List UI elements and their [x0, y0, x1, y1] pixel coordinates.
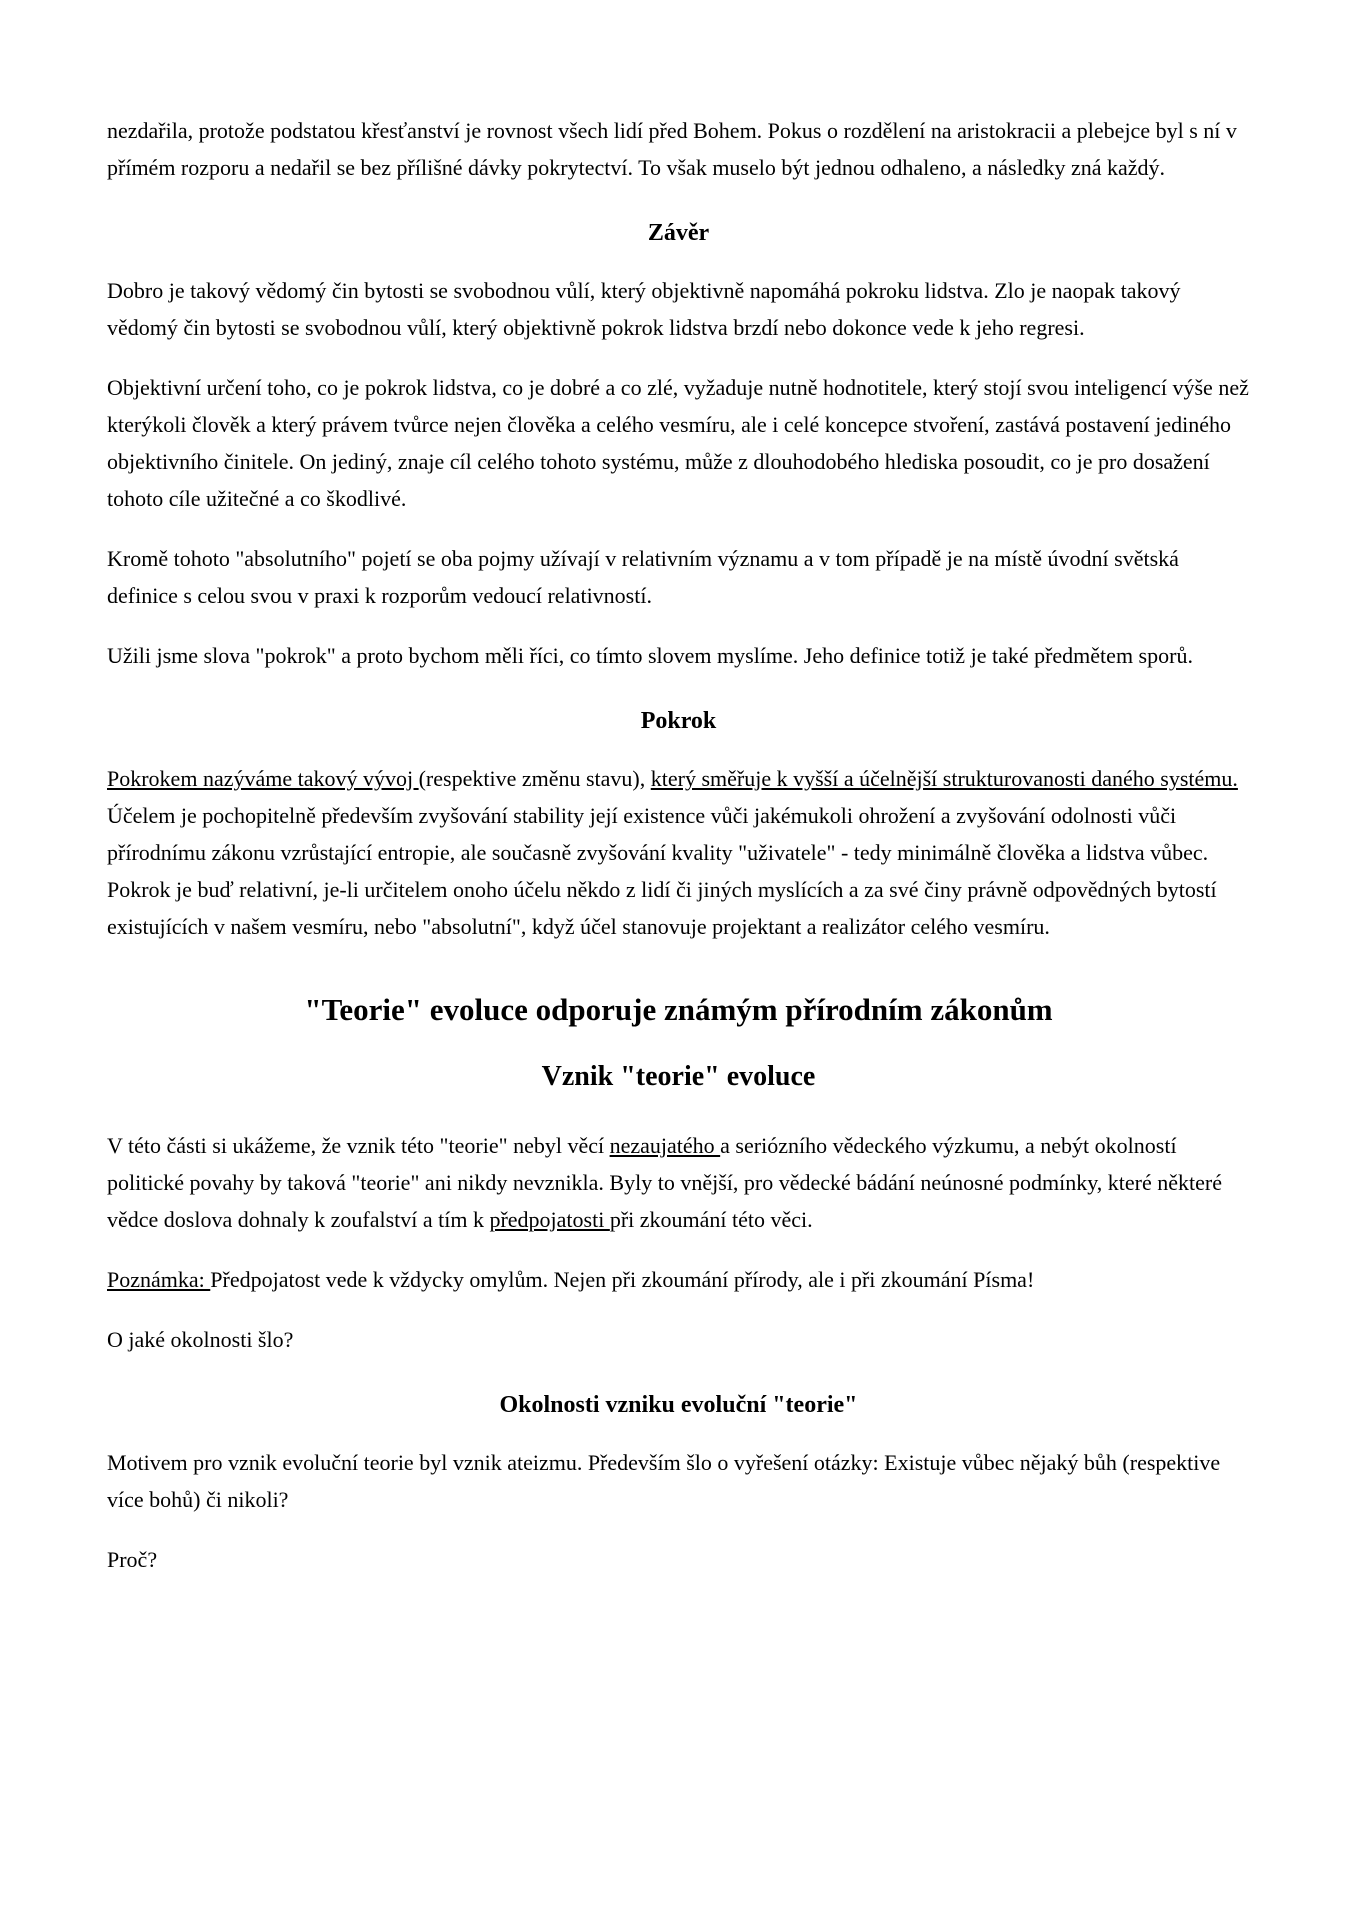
underlined-text: Pokrokem nazýváme takový vývoj: [107, 766, 419, 791]
text-run: Dobro je takový vědomý čin bytosti se svobodnou vůlí, který objektivně napomáhá pokroku lidstva. Zlo je naopak takový vědomý čin bytosti se svobodnou vůlí, který objektivně pokrok lidstva brzdí nebo dokonce vede k jeho regresi.: [107, 278, 1181, 340]
text-run: Objektivní určení toho, co je pokrok lidstva, co je dobré a co zlé, vyžaduje nutně hodnotitele, který stojí svou inteligencí výše než kterýkoli člověk a který právem tvůrce nejen člověka a celého vesmíru, ale i celé koncepce stvoření, zastává postavení jediného objektivního činitele. On jediný, znaje cíl celého tohoto systému, může z dlouhodobého hlediska posoudit, co je pro dosažení tohoto cíle užitečné a co škodlivé.: [107, 375, 1249, 511]
text-run: Motivem pro vznik evoluční teorie byl vznik ateizmu. Především šlo o vyřešení otázky: Existuje vůbec nějaký bůh (respektive více bohů) či nikoli?: [107, 1450, 1221, 1512]
text-run: Užili jsme slova "pokrok" a proto bychom měli říci, co tímto slovem myslíme. Jeho definice totiž je také předmětem sporů.: [107, 643, 1193, 668]
text-run: Okolnosti vzniku evoluční "teorie": [499, 1392, 858, 1418]
underlined-text: předpojatosti: [489, 1207, 610, 1232]
text-run: (respektive změnu stavu),: [418, 766, 651, 791]
paragraph: [107, 540, 1250, 614]
underlined-text: nezaujatého: [609, 1133, 721, 1158]
paragraph: [107, 637, 1250, 674]
paragraph: [107, 272, 1250, 346]
text-run: "Teorie" evoluce odporuje známým přírodním zákonům: [304, 992, 1053, 1027]
text-run: Pokrok: [640, 708, 717, 734]
section-heading: [107, 1057, 1250, 1097]
paragraph: [107, 1321, 1250, 1358]
paragraph: [107, 112, 1250, 186]
text-run: nezdařila, protože podstatou křesťanství je rovnost všech lidí před Bohem. Pokus o rozdělení na aristokracii a plebejce byl s ní v přímém rozporu a nedařil se bez přílišné dávky pokrytectví. To však muselo být jednou odhaleno, a následky zná každý.: [107, 118, 1237, 180]
paragraph: [107, 1127, 1250, 1238]
paragraph: [107, 369, 1250, 517]
paragraph: [107, 1261, 1250, 1298]
underlined-text: Poznámka:: [107, 1267, 211, 1292]
text-run: Vznik "teorie" evoluce: [541, 1061, 816, 1092]
text-run: O jaké okolnosti šlo?: [107, 1327, 294, 1352]
section-heading: [107, 216, 1250, 250]
text-run: při zkoumání této věci.: [609, 1207, 813, 1232]
text-run: V této části si ukážeme, že vznik této "teorie" nebyl věcí: [107, 1133, 610, 1158]
section-heading: [107, 1388, 1250, 1422]
text-run: Závěr: [647, 220, 710, 246]
text-run: Předpojatost vede k vždycky omylům. Nejen při zkoumání přírody, ale i při zkoumání Písma!: [210, 1267, 1035, 1292]
text-run: Proč?: [107, 1547, 158, 1572]
section-heading: [107, 989, 1250, 1031]
text-run: Účelem je pochopitelně především zvyšování stability její existence vůči jakémukoli ohrožení a zvyšování odolnosti vůči přírodnímu zákonu vzrůstající entropie, ale současně zvyšování kvality "uživatele" - tedy minimálně člověka a lidstva vůbec. Pokrok je buď relativní, je-li určitelem onoho účelu někdo z lidí či jiných myslících a za své činy právně odpovědných bytostí existujících v našem vesmíru, nebo "absolutní", když účel stanovuje projektant a realizátor celého vesmíru.: [107, 803, 1217, 939]
section-heading: [107, 704, 1250, 738]
text-run: a seriózního vědeckého výzkumu, a nebýt okolností politické povahy by taková "teorie" ani nikdy nevznikla. Byly to vnější, pro vědecké bádání neúnosné podmínky, které některé vědce doslova dohnaly k zoufalství a tím k: [107, 1133, 1222, 1232]
paragraph: [107, 1444, 1250, 1518]
text-run: Kromě tohoto "absolutního" pojetí se oba pojmy užívají v relativním významu a v tom případě je na místě úvodní světská definice s celou svou v praxi k rozporům vedoucí relativností.: [107, 546, 1179, 608]
paragraph: [107, 1541, 1250, 1578]
paragraph: [107, 760, 1250, 945]
underlined-text: který směřuje k vyšší a účelnější strukturovanosti daného systému.: [650, 766, 1238, 791]
